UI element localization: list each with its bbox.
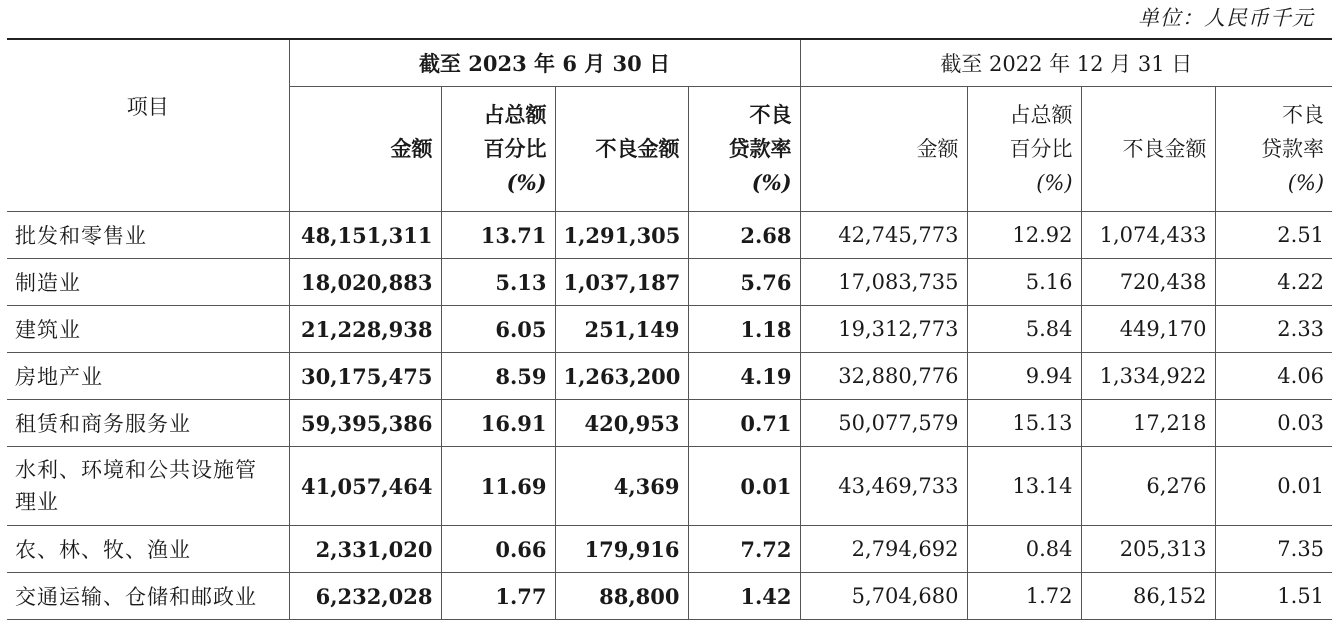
cell-share-prior: 12.92 xyxy=(967,212,1081,259)
cell-amount-current: 59,395,386 xyxy=(289,400,441,447)
cell-npl-ratio-current: 0.71 xyxy=(688,400,800,447)
cell-npl-ratio-prior: 0.01 xyxy=(1215,447,1332,526)
cell-npl-amount-current: 179,916 xyxy=(555,526,688,573)
cell-amount-prior: 19,312,773 xyxy=(800,306,967,353)
header-share-unit: (%) xyxy=(506,170,547,195)
cell-share-prior: 0.84 xyxy=(967,526,1081,573)
cell-npl-ratio-prior: 4.06 xyxy=(1215,353,1332,400)
cell-npl-amount-prior: 205,313 xyxy=(1081,526,1215,573)
row-name: 建筑业 xyxy=(7,306,289,353)
header-npl-amount-current: 不良金额 xyxy=(555,87,688,212)
row-name: 交通运输、仓储和邮政业 xyxy=(7,573,289,620)
cell-npl-ratio-current: 4.19 xyxy=(688,353,800,400)
cell-npl-ratio-current: 0.01 xyxy=(688,447,800,526)
header-npl-amount-prior: 不良金额 xyxy=(1081,87,1215,212)
table-row xyxy=(7,353,1332,400)
header-share-line2: 百分比 xyxy=(483,136,547,161)
header-amount-current: 金额 xyxy=(289,87,441,212)
cell-amount-current: 48,151,311 xyxy=(289,212,441,259)
cell-share-current: 1.77 xyxy=(441,573,555,620)
cell-amount-prior: 50,077,579 xyxy=(800,400,967,447)
header-npl-ratio-current xyxy=(688,87,800,212)
cell-share-prior: 5.16 xyxy=(967,259,1081,306)
header-period-prior: 截至 2022 年 12 月 31 日 xyxy=(800,39,1332,87)
header-npl-ratio-line1: 不良 xyxy=(749,102,792,127)
table-row xyxy=(7,573,1332,620)
cell-share-current: 0.66 xyxy=(441,526,555,573)
header-share-line1: 占总额 xyxy=(1009,103,1073,127)
cell-npl-ratio-current: 2.68 xyxy=(688,212,800,259)
cell-amount-prior: 17,083,735 xyxy=(800,259,967,306)
header-item: 项目 xyxy=(7,39,289,212)
cell-share-prior: 5.84 xyxy=(967,306,1081,353)
header-share-current xyxy=(441,87,555,212)
cell-npl-amount-current: 420,953 xyxy=(555,400,688,447)
row-name: 租赁和商务服务业 xyxy=(7,400,289,447)
cell-share-current: 5.13 xyxy=(441,259,555,306)
header-npl-ratio-line2: 贷款率 xyxy=(1261,137,1325,161)
table-row xyxy=(7,447,1332,526)
cell-npl-amount-current: 1,263,200 xyxy=(555,353,688,400)
cell-share-current: 11.69 xyxy=(441,447,555,526)
cell-npl-ratio-current: 5.76 xyxy=(688,259,800,306)
cell-amount-prior: 32,880,776 xyxy=(800,353,967,400)
cell-npl-ratio-current: 1.42 xyxy=(688,573,800,620)
cell-share-prior: 9.94 xyxy=(967,353,1081,400)
cell-amount-current: 6,232,028 xyxy=(289,573,441,620)
header-row-periods xyxy=(7,39,1332,87)
cell-share-prior: 13.14 xyxy=(967,447,1081,526)
table-row xyxy=(7,259,1332,306)
header-npl-ratio-prior xyxy=(1215,87,1332,212)
cell-npl-ratio-prior: 0.03 xyxy=(1215,400,1332,447)
cell-amount-prior: 2,794,692 xyxy=(800,526,967,573)
cell-share-current: 13.71 xyxy=(441,212,555,259)
row-name: 批发和零售业 xyxy=(7,212,289,259)
header-period-current: 截至 2023 年 6 月 30 日 xyxy=(289,39,800,87)
cell-share-prior: 1.72 xyxy=(967,573,1081,620)
cell-amount-prior: 43,469,733 xyxy=(800,447,967,526)
header-share-line2: 百分比 xyxy=(1009,137,1073,161)
header-share-line1: 占总额 xyxy=(483,102,547,127)
row-name-line1: 水利、环境和公共设施管 xyxy=(15,458,257,482)
cell-npl-ratio-prior: 2.51 xyxy=(1215,212,1332,259)
cell-amount-prior: 42,745,773 xyxy=(800,212,967,259)
unit-label: 单位：人民币千元 xyxy=(1138,6,1314,30)
cell-npl-amount-prior: 86,152 xyxy=(1081,573,1215,620)
header-npl-ratio-line2: 贷款率 xyxy=(728,136,792,161)
cell-npl-amount-prior: 1,074,433 xyxy=(1081,212,1215,259)
row-name: 制造业 xyxy=(7,259,289,306)
cell-amount-current: 30,175,475 xyxy=(289,353,441,400)
header-share-unit: (%) xyxy=(1036,171,1073,195)
cell-amount-current: 18,020,883 xyxy=(289,259,441,306)
table-row xyxy=(7,526,1332,573)
cell-amount-prior: 5,704,680 xyxy=(800,573,967,620)
cell-npl-amount-current: 251,149 xyxy=(555,306,688,353)
header-share-prior xyxy=(967,87,1081,212)
table-row xyxy=(7,400,1332,447)
cell-npl-amount-prior: 6,276 xyxy=(1081,447,1215,526)
cell-npl-ratio-prior: 4.22 xyxy=(1215,259,1332,306)
cell-share-current: 16.91 xyxy=(441,400,555,447)
cell-npl-ratio-prior: 1.51 xyxy=(1215,573,1332,620)
cell-npl-ratio-prior: 2.33 xyxy=(1215,306,1332,353)
cell-amount-current: 2,331,020 xyxy=(289,526,441,573)
cell-npl-amount-prior: 17,218 xyxy=(1081,400,1215,447)
cell-npl-amount-prior: 1,334,922 xyxy=(1081,353,1215,400)
cell-npl-amount-current: 1,291,305 xyxy=(555,212,688,259)
cell-amount-current: 21,228,938 xyxy=(289,306,441,353)
table-row xyxy=(7,306,1332,353)
industry-loan-table xyxy=(7,38,1332,620)
cell-npl-amount-prior: 449,170 xyxy=(1081,306,1215,353)
row-name xyxy=(7,447,289,526)
cell-share-current: 6.05 xyxy=(441,306,555,353)
cell-npl-ratio-current: 7.72 xyxy=(688,526,800,573)
table-row xyxy=(7,212,1332,259)
header-npl-ratio-line1: 不良 xyxy=(1282,103,1325,127)
header-amount-prior: 金额 xyxy=(800,87,967,212)
cell-npl-amount-current: 4,369 xyxy=(555,447,688,526)
row-name-line2: 理业 xyxy=(15,490,59,514)
cell-npl-amount-current: 88,800 xyxy=(555,573,688,620)
cell-npl-ratio-prior: 7.35 xyxy=(1215,526,1332,573)
header-npl-ratio-unit: (%) xyxy=(1287,171,1325,195)
row-name: 房地产业 xyxy=(7,353,289,400)
header-npl-ratio-unit: (%) xyxy=(751,170,792,195)
cell-share-prior: 15.13 xyxy=(967,400,1081,447)
row-name: 农、林、牧、渔业 xyxy=(7,526,289,573)
cell-npl-amount-prior: 720,438 xyxy=(1081,259,1215,306)
cell-amount-current: 41,057,464 xyxy=(289,447,441,526)
cell-npl-ratio-current: 1.18 xyxy=(688,306,800,353)
cell-share-current: 8.59 xyxy=(441,353,555,400)
cell-npl-amount-current: 1,037,187 xyxy=(555,259,688,306)
